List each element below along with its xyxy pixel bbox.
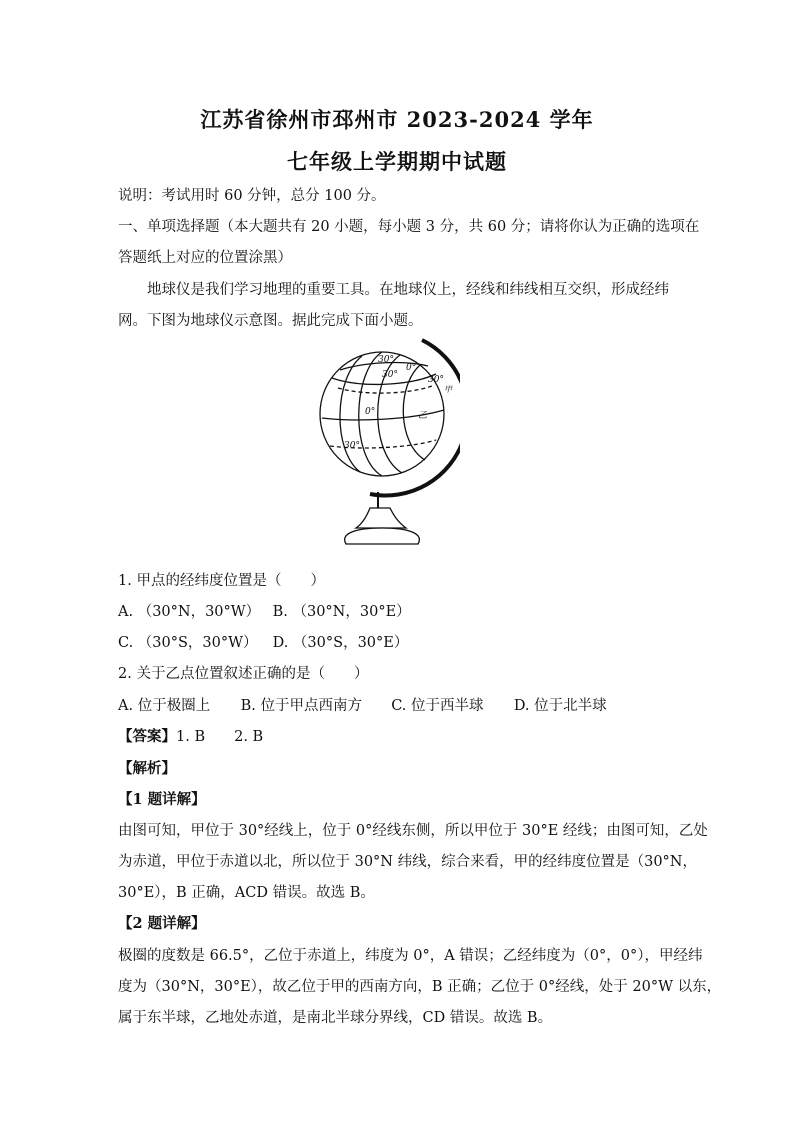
question-2-option-d[interactable]: D. 位于北半球 bbox=[513, 698, 607, 714]
label-lat-top: 30° bbox=[378, 355, 394, 365]
question-1-options-row-2 bbox=[118, 633, 678, 653]
analysis-q1-heading: 【1 题详解】 bbox=[118, 791, 206, 808]
analysis-q1-line-1: 由图可知，甲位于 30°经线上，位于 0°经线东侧，所以甲位于 30°E 经线；由图可知，乙处 bbox=[118, 823, 708, 839]
question-1-option-b[interactable]: B. （30°N，30°E） bbox=[272, 604, 411, 620]
analysis-q1-line-2: 为赤道，甲位于赤道以北，所以位于 30°N 纬线，综合来看，甲的经纬度位置是（30°N， bbox=[118, 854, 697, 870]
question-2-stem: 2. 关于乙点位置叙述正确的是（ ） bbox=[118, 666, 369, 682]
answer-heading: 【答案】 bbox=[118, 728, 176, 745]
analysis-q2-heading: 【2 题详解】 bbox=[118, 915, 206, 932]
label-lat-bottom: 30° bbox=[344, 441, 360, 451]
passage-line-2: 网。下图为地球仪示意图。据此完成下面小题。 bbox=[118, 313, 423, 329]
section-heading-line-1: 一、单项选择题（本大题共有 20 小题，每小题 3 分，共 60 分；请将你认为正确的选项在 bbox=[118, 219, 700, 235]
label-point-jia: 甲 bbox=[444, 385, 452, 394]
analysis-q2-line-2: 度为（30°N，30°E），故乙位于甲的西南方向，B 正确；乙位于 0°经线，处于 20°W 以东， bbox=[118, 979, 722, 995]
analysis-q2-line-1: 极圈的度数是 66.5°，乙位于赤道上，纬度为 0°，A 错误；乙经纬度为（0°，0°），甲经纬 bbox=[118, 948, 703, 964]
question-1-stem: 1. 甲点的经纬度位置是（ ） bbox=[118, 573, 325, 589]
question-1-option-a[interactable]: A. （30°N，30°W） bbox=[118, 604, 261, 620]
question-2-option-b[interactable]: B. 位于甲点西南方 bbox=[240, 698, 362, 714]
passage-line-1: 地球仪是我们学习地理的重要工具。在地球仪上，经线和纬线相互交织，形成经纬 bbox=[147, 282, 669, 298]
question-2-option-a[interactable]: A. 位于极圈上 bbox=[118, 698, 211, 714]
globe-base bbox=[345, 528, 420, 544]
label-lat-top2: 30° bbox=[382, 370, 398, 380]
analysis-q2-line-3: 属于东半球，乙地处赤道，是南北半球分界线，CD 错误。故选 B。 bbox=[118, 1010, 553, 1026]
question-2-option-c[interactable]: C. 位于西半球 bbox=[391, 698, 484, 714]
exam-note: 说明：考试用时 60 分钟，总分 100 分。 bbox=[118, 188, 386, 204]
latitude-line-dashed bbox=[338, 386, 432, 393]
question-1-option-d[interactable]: D. （30°S，30°E） bbox=[272, 635, 409, 651]
question-2-options-row bbox=[118, 696, 678, 716]
globe-figure bbox=[310, 332, 460, 562]
title-line-2: 七年级上学期期中试题 bbox=[287, 149, 507, 174]
label-lon-right: 30° bbox=[428, 375, 444, 385]
question-1-options-row-1 bbox=[118, 602, 678, 622]
label-lon-zero: 0° bbox=[406, 363, 417, 373]
label-point-yi: 乙 bbox=[418, 411, 428, 421]
globe-neck bbox=[356, 508, 406, 528]
title-line-1: 江苏省徐州市邳州市 2023-2024 学年 bbox=[200, 107, 594, 132]
analysis-q1-line-3: 30°E），B 正确，ACD 错误。故选 B。 bbox=[118, 885, 375, 901]
analysis-heading: 【解析】 bbox=[118, 760, 176, 777]
section-heading-line-2: 答题纸上对应的位置涂黑） bbox=[118, 250, 292, 266]
answer-text: 1. B 2. B bbox=[176, 729, 264, 745]
label-equator: 0° bbox=[365, 407, 376, 417]
answer-row bbox=[118, 727, 678, 747]
question-1-option-c[interactable]: C. （30°S，30°W） bbox=[118, 635, 258, 651]
